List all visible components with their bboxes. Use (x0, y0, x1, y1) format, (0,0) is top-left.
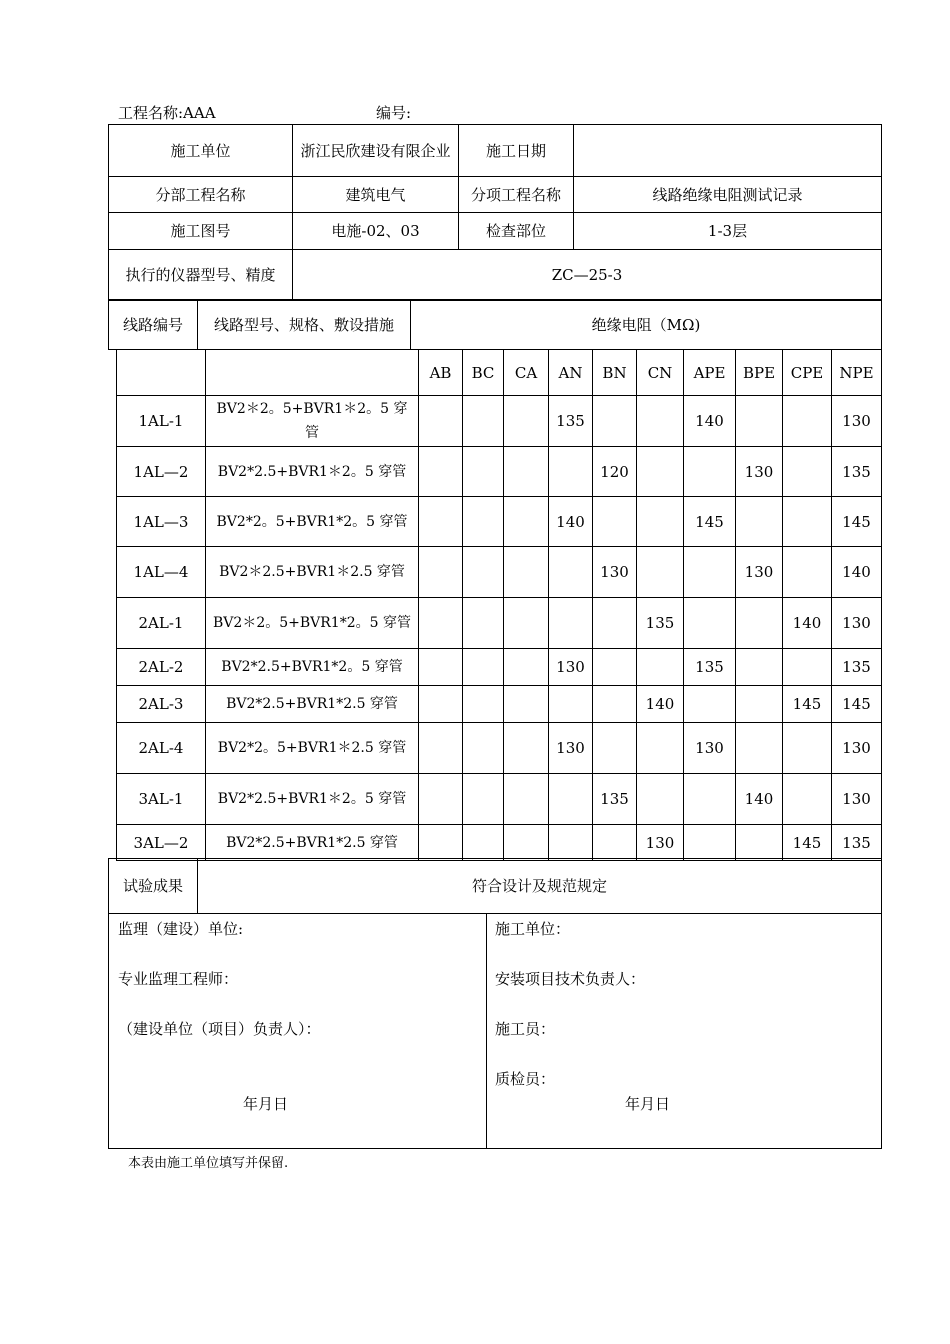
supervisor-unit-label: 监理（建设）单位: (118, 920, 244, 938)
table-row (117, 774, 882, 825)
resistance-value (684, 547, 736, 598)
resistance-value (419, 547, 463, 598)
resistance-value (549, 447, 593, 497)
table-row (117, 825, 882, 861)
spec-header: 线路型号、规格、敷设措施 (198, 300, 411, 350)
resistance-value: 140 (549, 497, 593, 547)
resistance-value: 130 (736, 447, 783, 497)
resistance-value (736, 686, 783, 723)
circuit-id: 1AL—2 (117, 447, 206, 497)
circuit-spec: BV2*2.5+BVR1*2.5 穿管 (206, 686, 419, 723)
result-value: 符合设计及规范规定 (198, 859, 882, 914)
blank-cell (206, 350, 419, 396)
circuit-spec: BV2*2。5+BVR1*2。5 穿管 (206, 497, 419, 547)
resistance-header: 绝缘电阻（MΩ) (411, 300, 882, 350)
resistance-value (463, 723, 504, 774)
circuit-header: 线路编号 (109, 300, 198, 350)
location-value: 1-3层 (574, 213, 882, 250)
division-label: 分部工程名称 (109, 177, 293, 213)
resistance-value: 130 (549, 723, 593, 774)
resistance-value: 130 (684, 723, 736, 774)
resistance-value (684, 598, 736, 649)
contractor-date-label: 年月日 (625, 1095, 671, 1113)
resistance-value (419, 497, 463, 547)
resistance-value (463, 598, 504, 649)
location-label: 检查部位 (459, 213, 574, 250)
circuit-id: 1AL-1 (117, 396, 206, 447)
resistance-value: 145 (783, 686, 832, 723)
resistance-value (684, 686, 736, 723)
date-label: 施工日期 (459, 125, 574, 177)
circuit-spec: BV2*2.5+BVR1*2.5 穿管 (206, 825, 419, 861)
resistance-value (419, 686, 463, 723)
resistance-value (637, 497, 684, 547)
phase-header: AB (419, 350, 463, 396)
division-value: 建筑电气 (293, 177, 459, 213)
resistance-value: 135 (637, 598, 684, 649)
unit-label: 施工单位 (109, 125, 293, 177)
resistance-value (783, 547, 832, 598)
resistance-value (783, 396, 832, 447)
resistance-value (504, 723, 549, 774)
circuit-spec: BV2＊2.5+BVR1＊2.5 穿管 (206, 547, 419, 598)
phase-header: AN (549, 350, 593, 396)
quality-inspector-label: 质检员： (495, 1070, 556, 1088)
resistance-value (593, 649, 637, 686)
resistance-value (463, 396, 504, 447)
resistance-value (736, 649, 783, 686)
resistance-value (736, 497, 783, 547)
resistance-value: 145 (832, 497, 882, 547)
table-row (117, 497, 882, 547)
resistance-value: 140 (736, 774, 783, 825)
instrument-label: 执行的仪器型号、精度 (109, 250, 293, 301)
resistance-value (593, 686, 637, 723)
resistance-value (504, 774, 549, 825)
technical-lead-label: 安装项目技术负责人： (495, 970, 646, 988)
resistance-value (684, 825, 736, 861)
resistance-value (684, 447, 736, 497)
resistance-value: 130 (832, 396, 882, 447)
resistance-value (504, 825, 549, 861)
circuit-id: 1AL—3 (117, 497, 206, 547)
phase-header: BPE (736, 350, 783, 396)
resistance-value (783, 447, 832, 497)
resistance-value (463, 447, 504, 497)
resistance-value: 145 (832, 686, 882, 723)
resistance-value: 130 (637, 825, 684, 861)
resistance-value (504, 598, 549, 649)
resistance-value (637, 396, 684, 447)
serial-number-label: 编号: (376, 104, 412, 122)
circuit-spec: BV2*2.5+BVR1*2。5 穿管 (206, 649, 419, 686)
resistance-value (419, 396, 463, 447)
drawing-label: 施工图号 (109, 213, 293, 250)
circuit-id: 2AL-4 (117, 723, 206, 774)
table-row (117, 547, 882, 598)
resistance-value (593, 598, 637, 649)
resistance-value: 145 (684, 497, 736, 547)
resistance-value (637, 723, 684, 774)
resistance-value: 140 (637, 686, 684, 723)
circuit-spec: BV2*2。5+BVR1＊2.5 穿管 (206, 723, 419, 774)
resistance-value (504, 396, 549, 447)
contractor-unit-label: 施工单位： (495, 920, 571, 938)
circuit-id: 2AL-1 (117, 598, 206, 649)
resistance-value: 135 (684, 649, 736, 686)
resistance-value: 135 (832, 649, 882, 686)
circuit-id: 3AL—2 (117, 825, 206, 861)
circuit-id: 2AL-2 (117, 649, 206, 686)
circuit-spec: BV2*2.5+BVR1＊2。5 穿管 (206, 774, 419, 825)
resistance-value (504, 649, 549, 686)
phase-header: APE (684, 350, 736, 396)
resistance-value (504, 686, 549, 723)
resistance-value (419, 598, 463, 649)
date-value (574, 125, 882, 177)
resistance-value: 135 (593, 774, 637, 825)
table-row (117, 686, 882, 723)
resistance-value: 130 (593, 547, 637, 598)
resistance-value (419, 649, 463, 686)
project-name: 工程名称:AAA (118, 104, 216, 122)
resistance-value (637, 649, 684, 686)
phase-header-row (117, 350, 882, 396)
resistance-value: 135 (549, 396, 593, 447)
resistance-value: 145 (783, 825, 832, 861)
result-table (108, 858, 882, 914)
circuit-id: 2AL-3 (117, 686, 206, 723)
supervising-engineer-label: 专业监理工程师： (118, 970, 239, 988)
resistance-value (736, 723, 783, 774)
resistance-value (783, 649, 832, 686)
resistance-value (504, 547, 549, 598)
resistance-value (549, 825, 593, 861)
resistance-value: 130 (736, 547, 783, 598)
unit-value: 浙江民欣建设有限企业 (293, 125, 459, 177)
resistance-value: 140 (783, 598, 832, 649)
column-heading-table (108, 299, 882, 350)
resistance-value (463, 774, 504, 825)
resistance-value (504, 497, 549, 547)
circuit-id: 1AL—4 (117, 547, 206, 598)
resistance-value (549, 547, 593, 598)
phase-header: NPE (832, 350, 882, 396)
resistance-value: 130 (549, 649, 593, 686)
phase-header: CA (504, 350, 549, 396)
circuit-id: 3AL-1 (117, 774, 206, 825)
table-row (117, 598, 882, 649)
resistance-value (463, 686, 504, 723)
item-value: 线路绝缘电阻测试记录 (574, 177, 882, 213)
info-table (108, 124, 882, 301)
instrument-value: ZC—25-3 (293, 250, 882, 301)
resistance-value (504, 447, 549, 497)
phase-header: BC (463, 350, 504, 396)
resistance-value: 130 (832, 723, 882, 774)
resistance-value (593, 825, 637, 861)
result-label: 试验成果 (109, 859, 198, 914)
resistance-value (637, 447, 684, 497)
resistance-value (463, 547, 504, 598)
resistance-value (549, 686, 593, 723)
resistance-value (463, 649, 504, 686)
resistance-value (463, 497, 504, 547)
phase-header: CPE (783, 350, 832, 396)
table-row (117, 447, 882, 497)
circuit-spec: BV2＊2。5+BVR1*2。5 穿管 (206, 598, 419, 649)
resistance-value (736, 598, 783, 649)
phase-header: CN (637, 350, 684, 396)
resistance-value (783, 723, 832, 774)
resistance-value (736, 825, 783, 861)
resistance-value (419, 447, 463, 497)
resistance-value: 130 (832, 774, 882, 825)
blank-cell (117, 350, 206, 396)
resistance-value (419, 774, 463, 825)
item-label: 分项工程名称 (459, 177, 574, 213)
drawing-value: 电施-02、03 (293, 213, 459, 250)
resistance-value: 140 (684, 396, 736, 447)
resistance-value (549, 598, 593, 649)
resistance-value (637, 547, 684, 598)
resistance-value (419, 825, 463, 861)
phase-header: BN (593, 350, 637, 396)
resistance-value: 120 (593, 447, 637, 497)
circuit-spec: BV2＊2。5+BVR1＊2。5 穿管 (206, 396, 419, 447)
resistance-value (593, 497, 637, 547)
table-row (117, 649, 882, 686)
resistance-value: 130 (832, 598, 882, 649)
resistance-value (783, 774, 832, 825)
construction-worker-label: 施工员： (495, 1020, 556, 1038)
resistance-value (783, 497, 832, 547)
resistance-value (593, 723, 637, 774)
measurement-table (116, 349, 882, 861)
resistance-value (549, 774, 593, 825)
owner-representative-label: （建设单位（项目）负责人）： (118, 1020, 321, 1038)
resistance-value (736, 396, 783, 447)
resistance-value (637, 774, 684, 825)
resistance-value (593, 396, 637, 447)
resistance-value (419, 723, 463, 774)
table-row (117, 723, 882, 774)
resistance-value (463, 825, 504, 861)
resistance-value (684, 774, 736, 825)
supervisor-date-label: 年月日 (243, 1095, 289, 1113)
resistance-value: 135 (832, 825, 882, 861)
table-row (117, 396, 882, 447)
footnote: 本表由施工单位填写并保留. (128, 1156, 289, 1171)
circuit-spec: BV2*2.5+BVR1＊2。5 穿管 (206, 447, 419, 497)
resistance-value: 135 (832, 447, 882, 497)
resistance-value: 140 (832, 547, 882, 598)
